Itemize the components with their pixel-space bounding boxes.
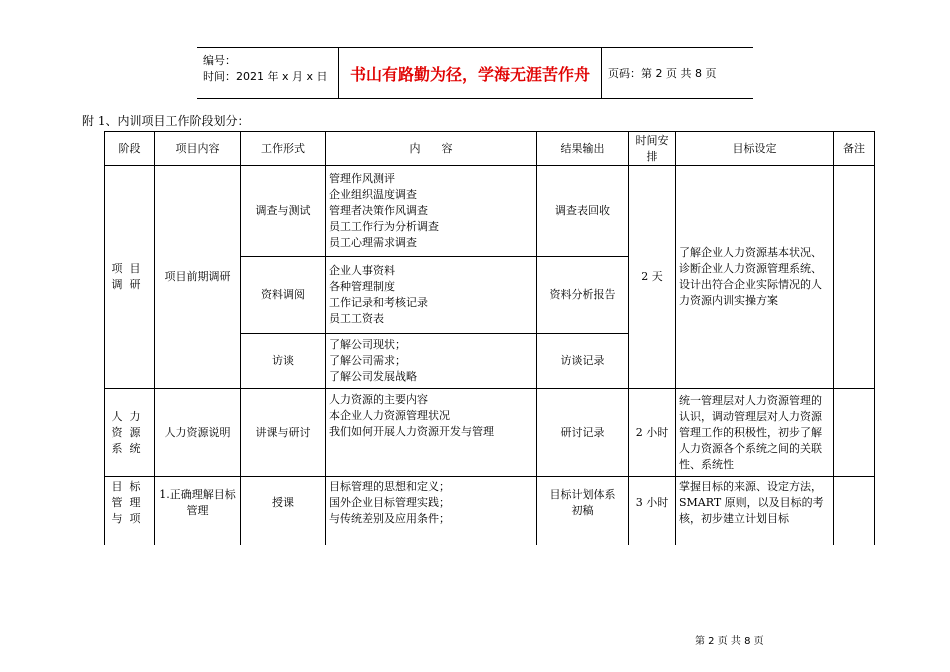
remark-cell bbox=[834, 477, 875, 545]
content-line: 员工心理需求调查 bbox=[329, 236, 417, 249]
remark-cell bbox=[834, 389, 875, 477]
stage-cell: 项目调研 bbox=[105, 166, 155, 389]
document-header bbox=[197, 47, 753, 99]
table-row bbox=[105, 389, 875, 477]
table-header-row bbox=[105, 132, 875, 166]
output-cell: 资料分析报告 bbox=[537, 257, 629, 334]
content-cell bbox=[326, 389, 537, 477]
content-line: 目标管理的思想和定义； bbox=[329, 480, 450, 493]
table-row bbox=[105, 166, 875, 257]
output-cell: 目标计划体系初稿 bbox=[537, 477, 629, 545]
header-output: 结果输出 bbox=[537, 132, 629, 166]
goal-cell: 了解企业人力资源基本状况、诊断企业人力资源管理系统、设计出符合企业实际情况的人力资源内训实操方案 bbox=[676, 166, 834, 389]
goal-cell: 掌握目标的来源、设定方法，SMART 原则，以及目标的考核，初步建立计划目标 bbox=[676, 477, 834, 545]
form-cell: 访谈 bbox=[241, 334, 326, 389]
content-cell bbox=[326, 477, 537, 545]
time-cell: 2 天 bbox=[629, 166, 676, 389]
output-cell: 访谈记录 bbox=[537, 334, 629, 389]
content-line: 了解公司需求； bbox=[329, 354, 406, 367]
content-line: 管理者决策作风调查 bbox=[329, 204, 428, 217]
content-line: 与传统差别及应用条件； bbox=[329, 512, 450, 525]
content-line: 员工工资表 bbox=[329, 312, 384, 325]
remark-cell bbox=[834, 166, 875, 389]
header-content: 内 容 bbox=[326, 132, 537, 166]
project-cell: 人力资源说明 bbox=[155, 389, 241, 477]
header-goal: 目标设定 bbox=[676, 132, 834, 166]
header-stage: 阶段 bbox=[105, 132, 155, 166]
form-cell: 授课 bbox=[241, 477, 326, 545]
page-footer: 第 2 页 共 8 页 bbox=[695, 636, 764, 647]
table-row bbox=[105, 477, 875, 545]
header-remark: 备注 bbox=[834, 132, 875, 166]
project-cell: 1.正确理解目标管理 bbox=[155, 477, 241, 545]
stage-cell: 目标管理与项 bbox=[105, 477, 155, 545]
form-cell: 调查与测试 bbox=[241, 166, 326, 257]
content-line: 了解公司现状； bbox=[329, 338, 406, 351]
header-project: 项目内容 bbox=[155, 132, 241, 166]
training-plan-table bbox=[104, 131, 875, 545]
time-label: 时间：2021 年 x 月 x 日 bbox=[203, 70, 328, 83]
header-page-label: 页码：第 2 页 共 8 页 bbox=[608, 67, 717, 80]
content-line: 企业组织温度调查 bbox=[329, 188, 417, 201]
content-cell bbox=[326, 334, 537, 389]
number-label: 编号： bbox=[203, 54, 236, 67]
output-cell: 研讨记录 bbox=[537, 389, 629, 477]
header-motto: 书山有路勤为径，学海无涯苦作舟 bbox=[339, 48, 602, 98]
content-line: 我们如何开展人力资源开发与管理 bbox=[329, 425, 494, 438]
content-line: 员工工作行为分析调查 bbox=[329, 220, 439, 233]
table-caption: 附 1、内训项目工作阶段划分： bbox=[82, 114, 250, 128]
stage-cell: 人力资源系统 bbox=[105, 389, 155, 477]
content-line: 企业人事资料 bbox=[329, 264, 395, 277]
form-cell: 资料调阅 bbox=[241, 257, 326, 334]
time-cell: 3 小时 bbox=[629, 477, 676, 545]
time-cell: 2 小时 bbox=[629, 389, 676, 477]
form-cell: 讲课与研讨 bbox=[241, 389, 326, 477]
content-cell bbox=[326, 257, 537, 334]
content-cell bbox=[326, 166, 537, 257]
content-line: 国外企业目标管理实践； bbox=[329, 496, 450, 509]
header-meta-cell bbox=[197, 48, 339, 98]
content-line: 了解公司发展战略 bbox=[329, 370, 417, 383]
content-line: 管理作风测评 bbox=[329, 172, 395, 185]
header-form: 工作形式 bbox=[241, 132, 326, 166]
content-line: 各种管理制度 bbox=[329, 280, 395, 293]
header-time: 时间安排 bbox=[629, 132, 676, 166]
content-line: 人力资源的主要内容 bbox=[329, 393, 428, 406]
content-line: 本企业人力资源管理状况 bbox=[329, 409, 450, 422]
output-cell: 调查表回收 bbox=[537, 166, 629, 257]
project-cell: 项目前期调研 bbox=[155, 166, 241, 389]
content-line: 工作记录和考核记录 bbox=[329, 296, 428, 309]
goal-cell: 统一管理层对人力资源管理的认识，调动管理层对人力资源管理工作的积极性，初步了解人力资源各个系统之间的关联性、系统性 bbox=[676, 389, 834, 477]
